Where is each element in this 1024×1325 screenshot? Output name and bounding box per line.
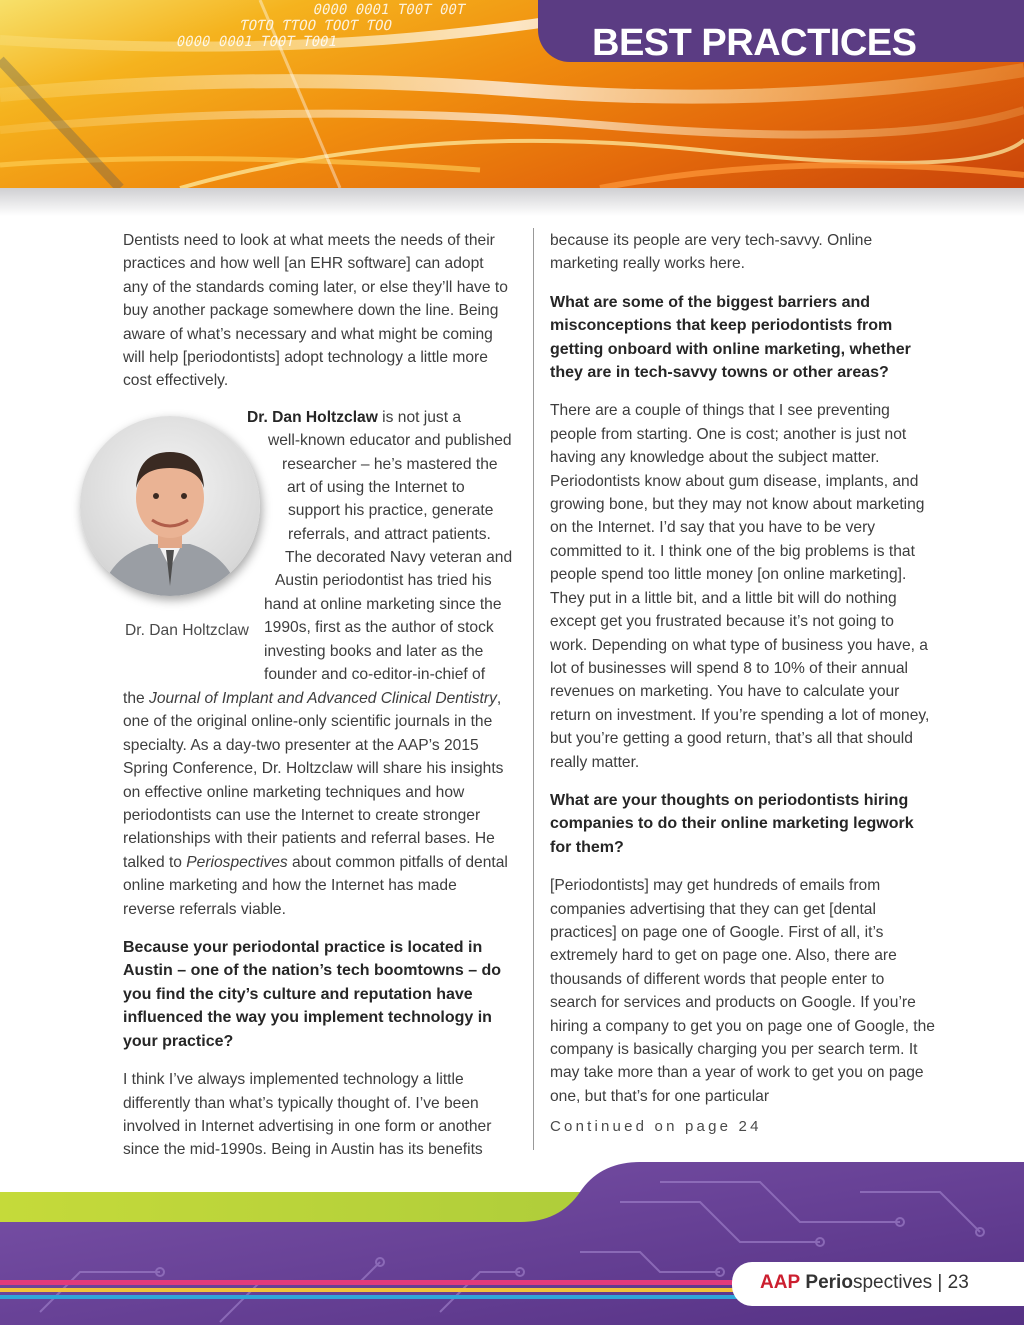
bio-continuation: the Journal of Implant and Advanced Clinical Dentistry, one of the original online-only scientific journals in the specialty. As a day-two presenter at the AAP’s 2015 Spring Conference, Dr. Holtzclaw will share his insights on effective online marketing techniques and how periodontists can use the Internet to create stronger relationships with their patients and referral bases. He talked to Periospectives about common pitfalls of dental online marketing and how the Internet has made reverse referrals viable. [123,690,508,918]
binary-line-3: 0000 0001 T00T T001 [174,34,339,50]
intro-paragraph: Dentists need to look at what meets the needs of their practices and how well [an EHR software] can adopt any of the standards coming later, or else they’ll have to buy another package somewhere down the line. Being aware of what’s necessary and what might be coming will help [periodontists] adopt technology a little more cost effectively. [123,232,508,390]
publication-perio: Perio [805,1272,853,1293]
left-column-lower [123,687,508,1162]
answer-1-continued: because its people are very tech-savvy. Online marketing really works here. [550,232,873,273]
bio-line-7: Austin periodontist has tried his [275,572,492,589]
bio-line-2: researcher – he’s mastered the [282,456,498,473]
binary-line-1: 0000 0001 T00T 00T [311,2,467,18]
section-title: BEST PRACTICES [592,22,917,64]
bio-line-5: referrals, and attract patients. [288,526,491,543]
author-photo [80,416,260,596]
answer-2: There are a couple of things that I see preventing people from starting. One is cost; another is just not having any knowledge about the subject matter. Periodontists know about gum disease, implants, and growing bone, but they may not know about marketing on the Internet. I’d say that you have to be very committed to it. I think one of the big problems is that people spend too little money [on online marketing]. They put in a little bit, and a little bit will do nothing except get you frustrated because it’s not going to work. Depending on what type of business you have, a lot of businesses will spend 8 to 10% of their annual revenues on marketing. You have to calculate your return on investment. If you’re spending a lot of money, but you’re getting a good return, that’s all that should really matter. [550,402,930,771]
publication-spectives: spectives [852,1272,933,1293]
question-3: What are your thoughts on periodontists hiring companies to do their online marketing legwork for them? [550,791,914,856]
journal-title: Journal of Implant and Advanced Clinical Dentistry [149,690,497,707]
bio-line-3: art of using the Internet to [287,479,465,496]
portrait-image [80,416,260,596]
question-1: Because your periodontal practice is located in Austin – one of the nation’s tech boomtowns – do you find the city’s culture and reputation have influenced the way you implement technology in your practice? [123,939,502,1050]
bio-line-1: well-known educator and published [268,432,512,449]
left-column [123,229,508,393]
magazine-title: Periospectives [186,853,288,871]
bio-line-11: founder and co-editor-in-chief of [264,666,486,683]
column-divider [533,228,534,1150]
bio-line-6: The decorated Navy veteran and [285,549,513,566]
bio-line-4: support his practice, generate [288,502,494,519]
bio-line-0: Dr. Dan Holtzclaw is not just a [247,409,462,426]
answer-3: [Periodontists] may get hundreds of emails from companies advertising that they can get [dental practices] on page one of Google. First of all, it’s extremely hard to get on page one. Also, there are thousands of different words that people enter to search for services and products on Google. If you’re hiring a company to get you on page one of Google, the company is basically charging you per search term. It may take more than a year of work to get you on page one, but that’s for one particular [550,877,935,1105]
continued-note: Continued on page 24 [550,1118,762,1135]
page-number: 23 [947,1272,969,1293]
publication-aap: AAP [760,1272,801,1293]
question-2: What are some of the biggest barriers and misconceptions that keep periodontists from getting onboard with online marketing, whether they are in tech-savvy towns or other areas? [550,293,911,382]
binary-line-2: ƬOƬO ƬƬOO ƬOOƬ ƬOO [238,18,394,34]
bio-line-9: 1990s, first as the author of stock [264,619,494,636]
header-banner [0,0,1024,188]
header-shadow [0,188,1024,216]
photo-caption: Dr. Dan Holtzclaw [125,622,249,639]
binary-code-overlay [175,2,467,50]
page-separator: | [937,1272,943,1293]
publication-page-label [760,1272,969,1294]
bio-name: Dr. Dan Holtzclaw [247,409,378,426]
bio-line-10: investing books and later as the [264,643,484,660]
answer-1: I think I’ve always implemented technology a little differently than what’s typically thought of. I’ve been involved in Internet advertising in one form or another since the mid-1990s. Being in Austin has its benefits [123,1071,492,1159]
right-column [550,229,935,1108]
bio-line-8: hand at online marketing since the [264,596,502,613]
